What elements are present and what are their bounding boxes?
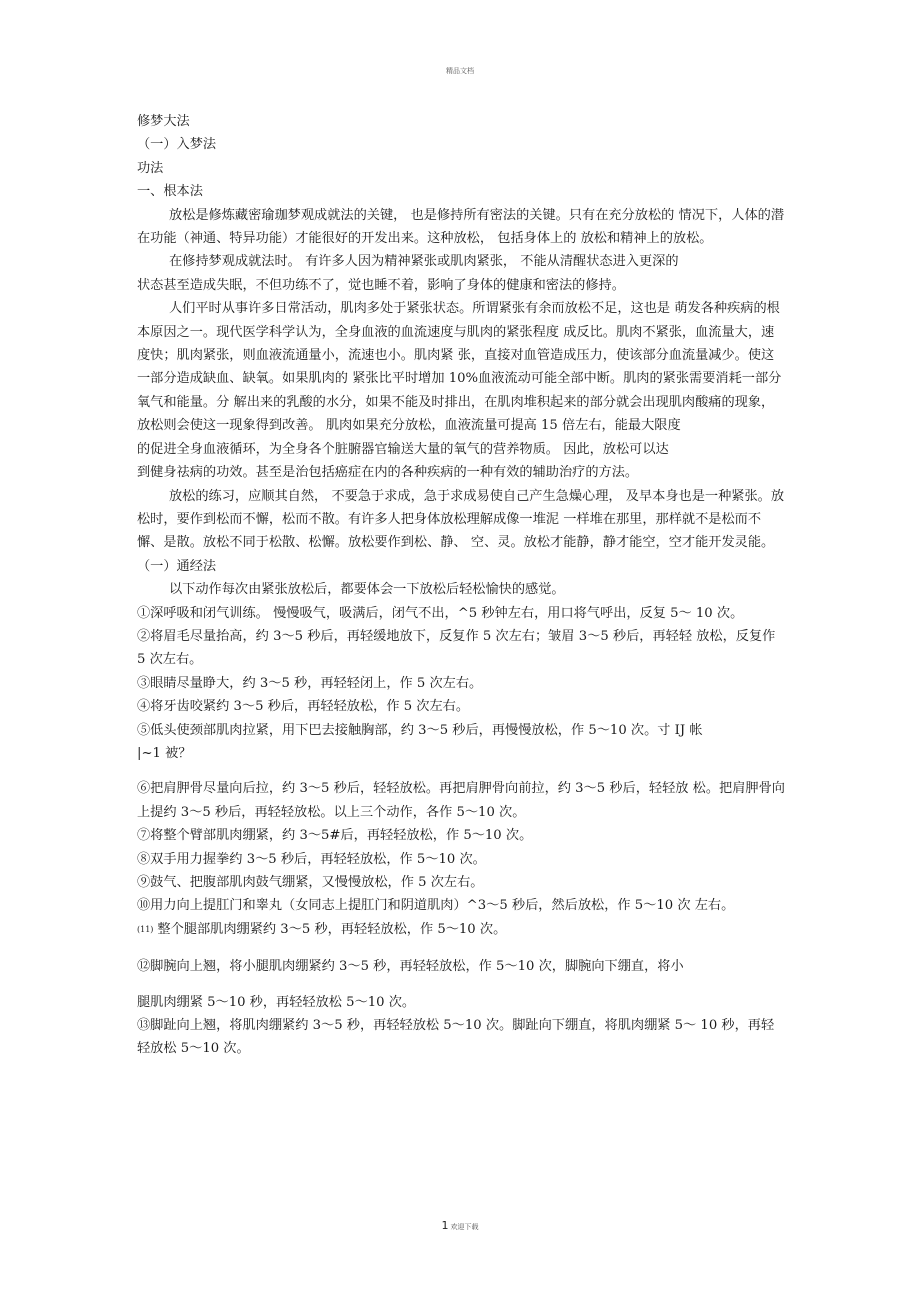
step-5: ⑤低头使颈部肌肉拉紧，用下巴去接触胸部，约 3～5 秒后，再慢慢放松，作 5～10 次。寸 IJ 帐 — [137, 722, 703, 738]
section-heading-1: （一）入梦法 — [137, 137, 217, 153]
spacer — [137, 765, 787, 777]
paragraph-3: 人们平时从事许多日常活动，肌肉多处于紧张状态。所谓紧张有余而放松不足，这也是 萌发各种疾病的根本原因之一。现代医学科学认为，全身血液的血流速度与肌肉的紧张程度 成反比。肌肉不紧张，血流量大，速度快；肌肉紧张，则血液流通量小，流速也小。肌肉紧 张，直接对血管造成压力，使该部分血流量减少。使这一部分造成缺血、缺氧。如果肌肉的 紧张比平时增加 10%血液流动可能全部中断。肌肉的紧张需要消耗一部分氧气和能量。分 解出来的乳酸的水分，如果不能及时排出，在肌肉堆积起来的部分就会出现肌肉酸痛的现象， 放松则会使这一现象得到改善。 肌肉如果充分放松，血液流量可提高 15 倍左右，能最大限度 — [137, 301, 782, 434]
heading-root-method: 一、根本法 — [137, 184, 203, 200]
header-watermark: 精品文档 — [446, 67, 474, 75]
step-9: ⑨鼓气、把腹部肌肉鼓气绷紧，又慢慢放松，作 5 次左右。 — [137, 875, 484, 890]
step-11-number: (11) — [137, 924, 154, 934]
step-13: ⑬脚趾向上翘，将肌肉绷紧约 3～5 秒，再轻轻放松 5～10 次。脚趾向下绷直，将肌肉绷紧 5～ 10 秒，再轻轻放松 5～10 次。 — [137, 1018, 775, 1057]
step-12-line-1: ⑫脚腕向上翘，将小腿肌肉绷紧约 3～5 秒，再轻轻放松，作 5～10 次，脚腕向下绷直，将小 — [137, 959, 684, 975]
section-heading-2: （一）通经法 — [137, 558, 217, 574]
paragraph-2-line-1: 在修持梦观成就法时。 有许多人因为精神紧张或肌肉紧张， 不能从清醒状态进入更深的 — [169, 254, 679, 270]
step-11 — [137, 918, 787, 941]
step-6: ⑥把肩胛骨尽量向后拉，约 3～5 秒后，轻轻放松。再把肩胛骨向前拉，约 3～5 秒后，轻轻放 松。把肩胛骨向上提约 3～5 秒后，再轻轻放松。以上三个动作，各作 5～10 次。 — [137, 781, 785, 820]
footer-note: 欢迎下载 — [450, 1223, 479, 1231]
spacer — [137, 941, 787, 955]
paragraph-4: 放松的练习，应顺其自然， 不要急于求成，急于求成易使自己产生急燥心理， 及早本身也是一种紧张。放松时，要作到松而不懈，松而不散。有许多人把身体放松理解成像一堆泥 一样堆在那里，那样就不是松而不懈、是散。放松不同于松散、松懈。放松要作到松、静、 空、灵。放松才能静，静才能空，空才能开发灵能。 — [137, 488, 785, 551]
doc-title: 修梦大法 — [137, 114, 190, 129]
step-5-garbled: |~1 被？ — [137, 745, 192, 761]
sub-heading: 功法 — [137, 160, 164, 176]
paragraph-3-line-c: 到健身祛病的功效。甚至是治包括癌症在内的各种疾病的一种有效的辅助治疗的方法。 — [137, 465, 639, 481]
step-4: ④将牙齿咬紧约 3～5 秒后，再轻轻放松，作 5 次左右。 — [137, 699, 470, 715]
page-number: 1 — [441, 1219, 449, 1232]
step-1: ①深呼吸和闭气训练。 慢慢吸气，吸满后，闭气不出，^5 秒钟左右，用口将气呼出，反复 5～ 10 次。 — [137, 605, 744, 621]
step-7: ⑦将整个臂部肌肉绷紧，约 3～5#后，再轻轻放松，作 5～10 次。 — [137, 828, 533, 844]
spacer — [137, 979, 787, 991]
step-8: ⑧双手用力握拳约 3～5 秒后，再轻轻放松，作 5～10 次。 — [137, 851, 486, 867]
page-footer — [0, 1219, 920, 1232]
step-2: ②将眉毛尽量抬高，约 3～5 秒后，再轻缓地放下，反复作 5 次左右；皱眉 3～5 秒后，再轻轻 放松，反复作 5 次左右。 — [137, 628, 776, 668]
paragraph-3-line-b: 的促进全身血液循环，为全身各个脏腑器官输送大量的氧气的营养物质。 因此，放松可以达 — [137, 441, 669, 457]
document-body — [137, 110, 787, 1061]
step-12-line-2: 腿肌肉绷紧 5～10 秒，再轻轻放松 5～10 次。 — [137, 994, 416, 1010]
section-2-intro: 以下动作每次由紧张放松后，都要体会一下放松后轻松愉快的感觉。 — [169, 582, 565, 598]
step-10: ⑩用力向上提肛门和睾丸（女同志上提肛门和阴道肌肉）^3～5 秒后，然后放松，作 5～10 次 左右。 — [137, 898, 735, 914]
step-11-text: 整个腿部肌肉绷紧约 3～5 秒，再轻轻放松，作 5～10 次。 — [157, 921, 507, 937]
step-3: ③眼睛尽量睁大，约 3～5 秒，再轻轻闭上，作 5 次左右。 — [137, 675, 483, 691]
paragraph-2-line-2: 状态甚至造成失眠，不但功练不了，觉也睡不着，影响了身体的健康和密法的修持。 — [137, 277, 625, 293]
paragraph-1: 放松是修炼藏密瑜珈梦观成就法的关键， 也是修持所有密法的关键。只有在充分放松的 情况下，人体的潜在功能（神通、特异功能）才能很好的开发出来。这种放松， 包括身体上的 放松和精神上的放松。 — [137, 207, 785, 247]
